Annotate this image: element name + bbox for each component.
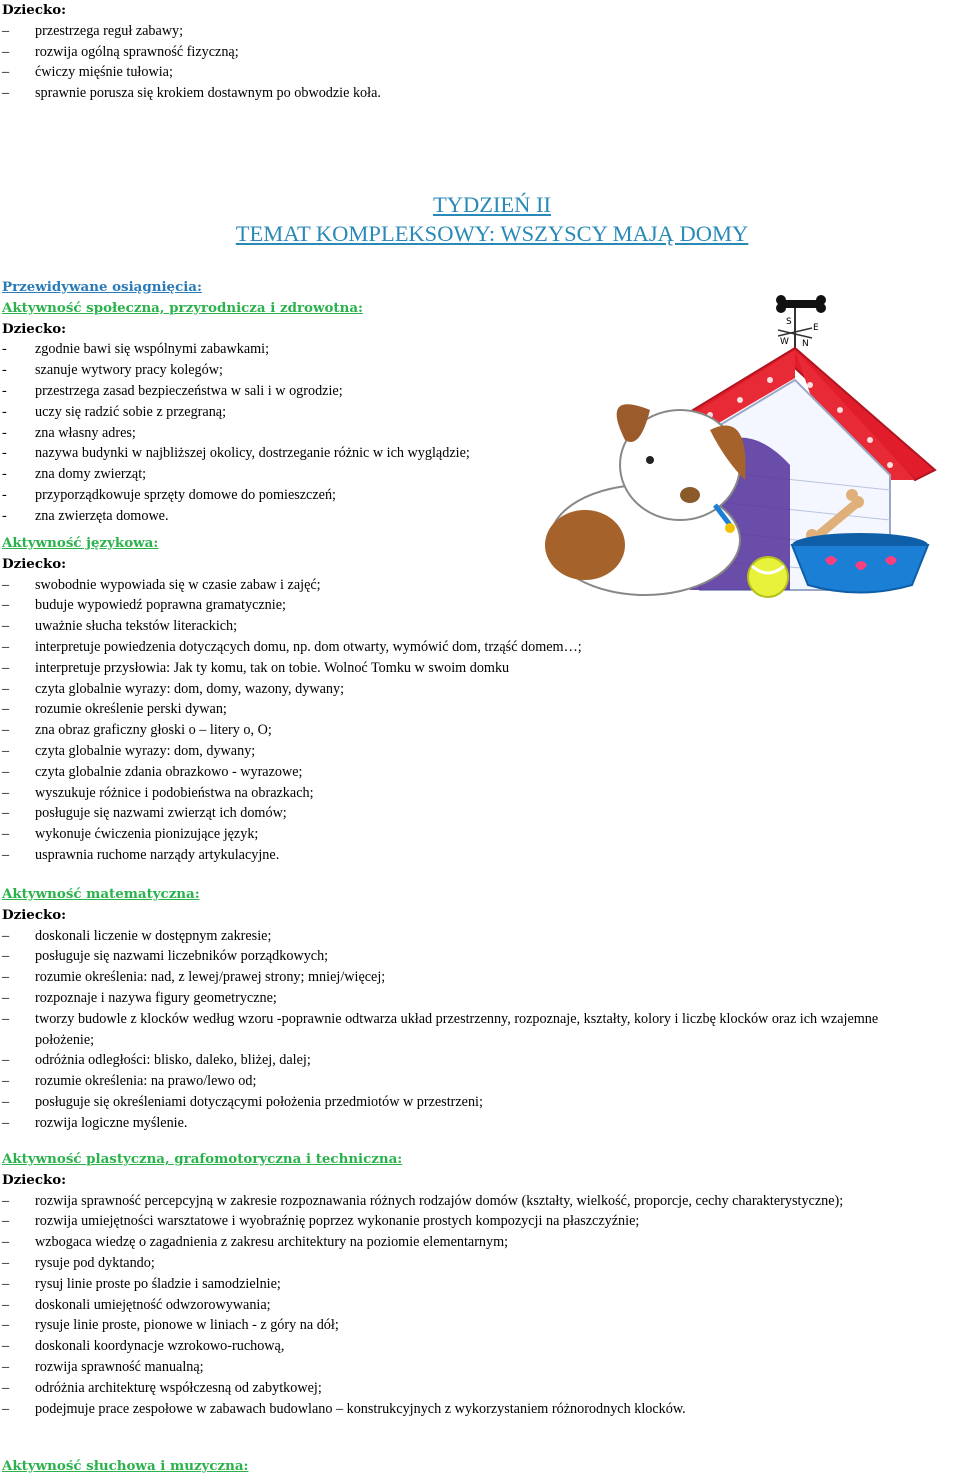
list-item: – zna obraz graficzny głoski o – litery o, O; (2, 722, 272, 739)
list-item: – rozumie określenia: na prawo/lewo od; (2, 1073, 257, 1090)
math-section-title: Aktywność matematyczna: (2, 886, 200, 902)
math-section (2, 884, 960, 1134)
list-item: – tworzy budowle z klocków według wzoru -poprawnie odtwarza układ przestrzenny, rozpoznaje, kształty, kolory i liczbę klocków oraz ich wzajemne położenie; (2, 1010, 879, 1048)
list-item: – rozwija ogólną sprawność fizyczną; (2, 43, 239, 60)
child-header: Dziecko: (2, 1171, 67, 1188)
list-item: – rozwija sprawność percepcyjną w zakresie rozpoznawania różnych rodzajów domów (kształty, wielkość, proporcje, cechy charakterystyczne); (2, 1192, 844, 1209)
achievements-header: Przewidywane osiągnięcia: (2, 279, 202, 295)
intro-child-header: Dziecko: (2, 2, 67, 18)
list-item: – wyszukuje różnice i podobieństwa na obrazkach; (2, 784, 314, 801)
list-item: – posługuje się nazwami zwierząt ich domów; (2, 805, 287, 822)
list-item: – doskonali umiejętność odwzorowywania; (2, 1296, 271, 1313)
social-section (2, 277, 960, 527)
list-item: - szanuje wytwory pracy kolegów; (2, 362, 223, 379)
list-item: – doskonali koordynacje wzrokowo-ruchową, (2, 1338, 285, 1355)
svg-text:W: W (780, 337, 789, 347)
list-item: - nazywa budynki w najbliższej okolicy, dostrzeganie różnic w ich wyglądzie; (2, 445, 470, 462)
list-item: - zgodnie bawi się wspólnymi zabawkami; (2, 341, 270, 358)
list-item: – przestrzega reguł zabawy; (2, 22, 184, 39)
language-section (2, 533, 960, 866)
list-item: – rozwija sprawność manualną; (2, 1358, 204, 1375)
list-item: - zna własny adres; (2, 424, 136, 441)
list-item: – swobodnie wypowiada się w czasie zabaw i zajęć; (2, 576, 321, 593)
list-item: – rozwija umiejętności warsztatowe i wyobraźnię poprzez wykonanie prostych kompozycji na płaszczyźnie; (2, 1213, 640, 1230)
list-item: – sprawnie porusza się krokiem dostawnym po obwodzie koła. (2, 85, 381, 102)
list-item: – interpretuje przysłowia: Jak ty komu, tak on tobie. Wolnoć Tomku w swoim domku (2, 659, 510, 676)
list-item: – czyta globalnie wyrazy: dom, domy, wazony, dywany; (2, 680, 345, 697)
list-item: – rysuje pod dyktando; (2, 1254, 155, 1271)
list-item: – podejmuje prace zespołowe w zabawach budowlano – konstrukcyjnych z wykorzystaniem różnorodnych klocków. (2, 1400, 686, 1417)
list-item: – posługuje się określeniami dotyczącymi położenia przedmiotów w przestrzeni; (2, 1093, 483, 1110)
list-item: – rysuje linie proste, pionowe w liniach - z góry na dół; (2, 1317, 339, 1334)
list-item: – uważnie słucha tekstów literackich; (2, 618, 238, 635)
list-item: – posługuje się nazwami liczebników porządkowych; (2, 948, 329, 965)
list-item: – doskonali liczenie w dostępnym zakresie; (2, 927, 272, 944)
social-section-title: Aktywność społeczna, przyrodnicza i zdrowotna: (2, 299, 363, 316)
list-item: – rozumie określenie perski dywan; (2, 701, 227, 718)
list-item: – rozumie określenia: nad, z lewej/prawej strony; mniej/więcej; (2, 969, 386, 986)
list-item: – wykonuje ćwiczenia pionizujące język; (2, 826, 259, 843)
list-item: - zna domy zwierząt; (2, 466, 147, 483)
child-header: Dziecko: (2, 906, 67, 923)
list-item: – rysuj linie proste po śladzie i samodzielnie; (2, 1275, 281, 1292)
art-section-title: Aktywność plastyczna, grafomotoryczna i techniczna: (2, 1151, 403, 1167)
svg-text:E: E (813, 323, 819, 333)
list-item: - zna zwierzęta domowe. (2, 507, 169, 524)
list-item: – rozpoznaje i nazywa figury geometryczne; (2, 989, 277, 1006)
list-item: - uczy się radzić sobie z przegraną; (2, 403, 227, 420)
list-item: – interpretuje powiedzenia dotyczących domu, np. dom otwarty, wymówić dom, trząść domem…; (2, 638, 582, 655)
list-item: - przyporządkowuje sprzęty domowe do pomieszczeń; (2, 486, 336, 503)
music-section-title: Aktywność słuchowa i muzyczna: (2, 1458, 249, 1474)
week-theme: TEMAT KOMPLEKSOWY: WSZYSCY MAJĄ DOMY (235, 221, 749, 246)
week-title: TYDZIEŃ II (432, 192, 552, 217)
list-item: – czyta globalnie wyrazy: dom, dywany; (2, 742, 256, 759)
list-item: – ćwiczy mięśnie tułowia; (2, 64, 173, 81)
list-item: – usprawnia ruchome narządy artykulacyjne. (2, 846, 280, 863)
svg-text:N: N (802, 339, 809, 349)
list-item: – czyta globalnie zdania obrazkowo - wyrazowe; (2, 763, 303, 780)
child-header: Dziecko: (2, 555, 67, 572)
intro-block (2, 0, 960, 104)
list-item: - przestrzega zasad bezpieczeństwa w sali i w ogrodzie; (2, 382, 343, 399)
language-section-title: Aktywność językowa: (2, 535, 159, 551)
list-item: – wzbogaca wiedzę o zagadnienia z zakresu architektury na poziomie elementarnym; (2, 1234, 509, 1251)
list-item: – buduje wypowiedź poprawna gramatycznie; (2, 597, 286, 614)
art-section (2, 1149, 960, 1419)
list-item: – odróżnia architekturę współczesną od zabytkowej; (2, 1379, 322, 1396)
list-item: – rozwija logiczne myślenie. (2, 1114, 188, 1131)
svg-text:S: S (786, 317, 792, 327)
music-section (2, 1456, 960, 1477)
child-header: Dziecko: (2, 320, 67, 337)
list-item: – odróżnia odległości: blisko, daleko, bliżej, dalej; (2, 1052, 311, 1069)
